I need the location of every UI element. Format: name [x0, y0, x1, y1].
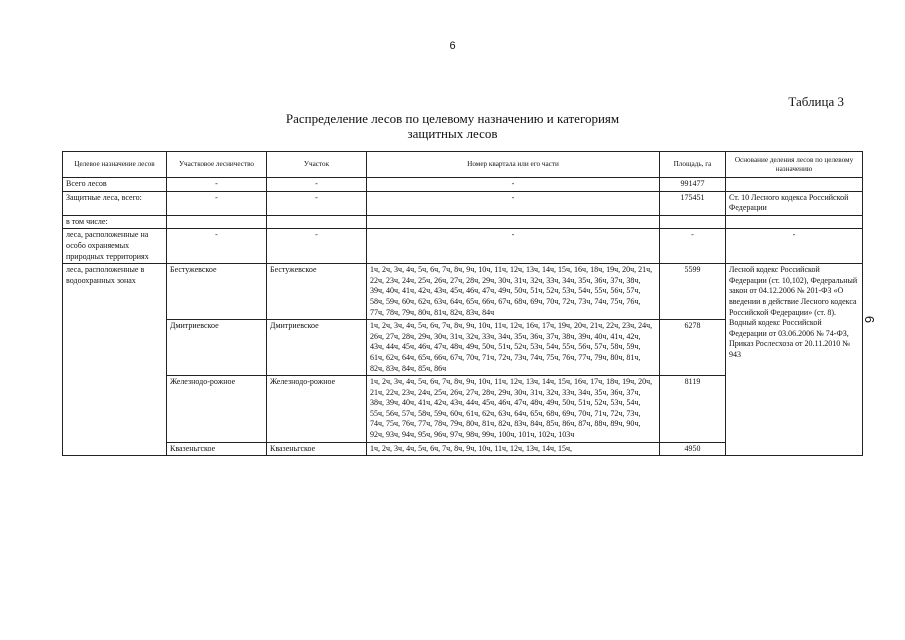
cell-forestry: -: [167, 178, 267, 192]
cell-site: Бестужевское: [267, 264, 367, 320]
cell-empty: [660, 215, 726, 229]
cell-quarters: -: [367, 191, 660, 215]
cell-site: Дмитриевское: [267, 320, 367, 376]
title-line-1: Распределение лесов по целевому назначению и категориям: [285, 111, 620, 126]
header-forestry: Участковое лесничество: [167, 152, 267, 178]
cell-purpose: леса, расположенные на особо охраняемых природных территориях: [63, 229, 167, 264]
cell-area: -: [660, 229, 726, 264]
cell-purpose: леса, расположенные в водоохранных зонах: [63, 264, 167, 456]
cell-area: 991477: [660, 178, 726, 192]
cell-forestry: -: [167, 191, 267, 215]
forest-distribution-table: [62, 151, 863, 456]
table-title: [230, 111, 675, 141]
cell-purpose: Всего лесов: [63, 178, 167, 192]
cell-quarters: [367, 442, 660, 456]
cell-basis: -: [726, 229, 863, 264]
cell-forestry: -: [167, 229, 267, 264]
header-purpose: Целевое назначение лесов: [63, 152, 167, 178]
cell-quarters: 1ч, 2ч, 3ч, 4ч, 5ч, 6ч, 7ч, 8ч, 9ч, 10ч, 11ч, 12ч, 16ч, 17ч, 19ч, 20ч, 21ч, 22ч, 23ч, 24ч, 26ч, 27ч, 28ч, 29ч, 30ч, 31ч, 32ч, 33ч, 34ч, 35ч, 36ч, 37ч, 38ч, 39ч, 40ч, 41ч, 42ч, 43ч, 44ч, 45ч, 46ч, 47ч, 48ч, 49ч, 50ч, 51ч, 52ч, 53ч, 54ч, 55ч, 56ч, 57ч, 58ч, 59ч, 61ч, 62ч, 64ч, 65ч, 66ч, 67ч, 70ч, 71ч, 72ч, 73ч, 74ч, 75ч, 76ч, 77ч, 79ч, 80ч, 81ч, 82ч, 83ч, 84ч, 85ч, 86ч: [367, 320, 660, 376]
cell-basis: Ст. 10 Лесного кодекса Российской Федерации: [726, 191, 863, 215]
table-row: [63, 191, 863, 215]
header-basis: Основание деления лесов по целевому назначению: [726, 152, 863, 178]
table-row: [63, 215, 863, 229]
page-number-top: 6: [449, 40, 456, 52]
cell-quarters: 1ч, 2ч, 3ч, 4ч, 5ч, 6ч, 7ч, 8ч, 9ч, 10ч, 11ч, 12ч, 13ч, 14ч, 15ч, 16ч, 18ч, 19ч, 20ч, 21ч, 22ч, 23ч, 24ч, 25ч, 26ч, 27ч, 28ч, 29ч, 30ч, 31ч, 32ч, 33ч, 34ч, 35ч, 36ч, 37ч, 38ч, 39ч, 40ч, 41ч, 42ч, 43ч, 45ч, 46ч, 47ч, 49ч, 50ч, 51ч, 52ч, 53ч, 54ч, 55ч, 56ч, 57ч, 58ч, 59ч, 60ч, 62ч, 63ч, 64ч, 65ч, 66ч, 67ч, 68ч, 69ч, 70ч, 72ч, 73ч, 74ч, 75ч, 76ч, 77ч, 78ч, 79ч, 80ч, 81ч, 82ч, 83ч, 84ч: [367, 264, 660, 320]
cell-forestry: Дмитриевское: [167, 320, 267, 376]
cell-site: -: [267, 178, 367, 192]
header-quarters: Номер квартала или его части: [367, 152, 660, 178]
table-row: [63, 264, 863, 320]
quarters-text: 1ч, 2ч, 3ч, 4ч, 5ч, 6ч, 7ч, 8ч, 9ч, 10ч, 11ч, 12ч, 13ч, 14ч, 15ч,: [370, 443, 573, 453]
header-area: Площадь, га: [660, 152, 726, 178]
table-row: [63, 178, 863, 192]
cell-site: Квазеньгское: [267, 442, 367, 456]
cell-site: -: [267, 229, 367, 264]
cell-empty: [267, 215, 367, 229]
table-row: [63, 229, 863, 264]
cell-empty: [367, 215, 660, 229]
cell-purpose: в том числе:: [63, 215, 167, 229]
cell-forestry: Железнодо-рожное: [167, 376, 267, 443]
title-line-2: защитных лесов: [407, 126, 498, 141]
cell-quarters: -: [367, 229, 660, 264]
cell-site: Железнодо-рожное: [267, 376, 367, 443]
cell-forestry: Бестужевское: [167, 264, 267, 320]
cell-basis: [726, 178, 863, 192]
cell-quarters: -: [367, 178, 660, 192]
table-header-row: [63, 152, 863, 178]
cell-area: 175451: [660, 191, 726, 215]
cell-area: 4950: [660, 442, 726, 456]
cell-empty: [167, 215, 267, 229]
cell-basis: Лесной кодекс Российской Федерации (ст. 10,102), Федеральный закон от 04.12.2006 № 201-ФЗ «О введении в действие Лесного кодекса Российской Федерации» (ст. 8). Водный кодекс Российской Федерации от 03.06.2006 № 74-ФЗ, Приказ Рослесхоза от 20.11.2010 № 943: [726, 264, 863, 456]
table-label: Таблица 3: [788, 94, 844, 109]
cell-purpose: Защитные леса, всего:: [63, 191, 167, 215]
cell-area: 5599: [660, 264, 726, 320]
header-site: Участок: [267, 152, 367, 178]
cell-site: -: [267, 191, 367, 215]
cell-empty: [726, 215, 863, 229]
cell-quarters: 1ч, 2ч, 3ч, 4ч, 5ч, 6ч, 7ч, 8ч, 9ч, 10ч, 11ч, 12ч, 13ч, 14ч, 15ч, 16ч, 17ч, 18ч, 19ч, 20ч, 21ч, 22ч, 23ч, 24ч, 25ч, 26ч, 27ч, 28ч, 29ч, 30ч, 31ч, 32ч, 33ч, 34ч, 35ч, 36ч, 37ч, 38ч, 39ч, 40ч, 41ч, 42ч, 43ч, 44ч, 45ч, 46ч, 47ч, 48ч, 49ч, 50ч, 51ч, 52ч, 53ч, 54ч, 55ч, 56ч, 57ч, 58ч, 59ч, 60ч, 61ч, 62ч, 63ч, 64ч, 65ч, 68ч, 69ч, 70ч, 71ч, 72ч, 73ч, 74ч, 75ч, 76ч, 77ч, 78ч, 79ч, 80ч, 81ч, 82ч, 83ч, 84ч, 85ч, 86ч, 87ч, 88ч, 89ч, 90ч, 92ч, 93ч, 94ч, 95ч, 96ч, 97ч, 98ч, 99ч, 100ч, 101ч, 102ч, 103ч: [367, 376, 660, 443]
cell-area: 8119: [660, 376, 726, 443]
cell-forestry: Квазеньгское: [167, 442, 267, 456]
cell-area: 6278: [660, 320, 726, 376]
page-number-side: 6: [862, 315, 878, 324]
